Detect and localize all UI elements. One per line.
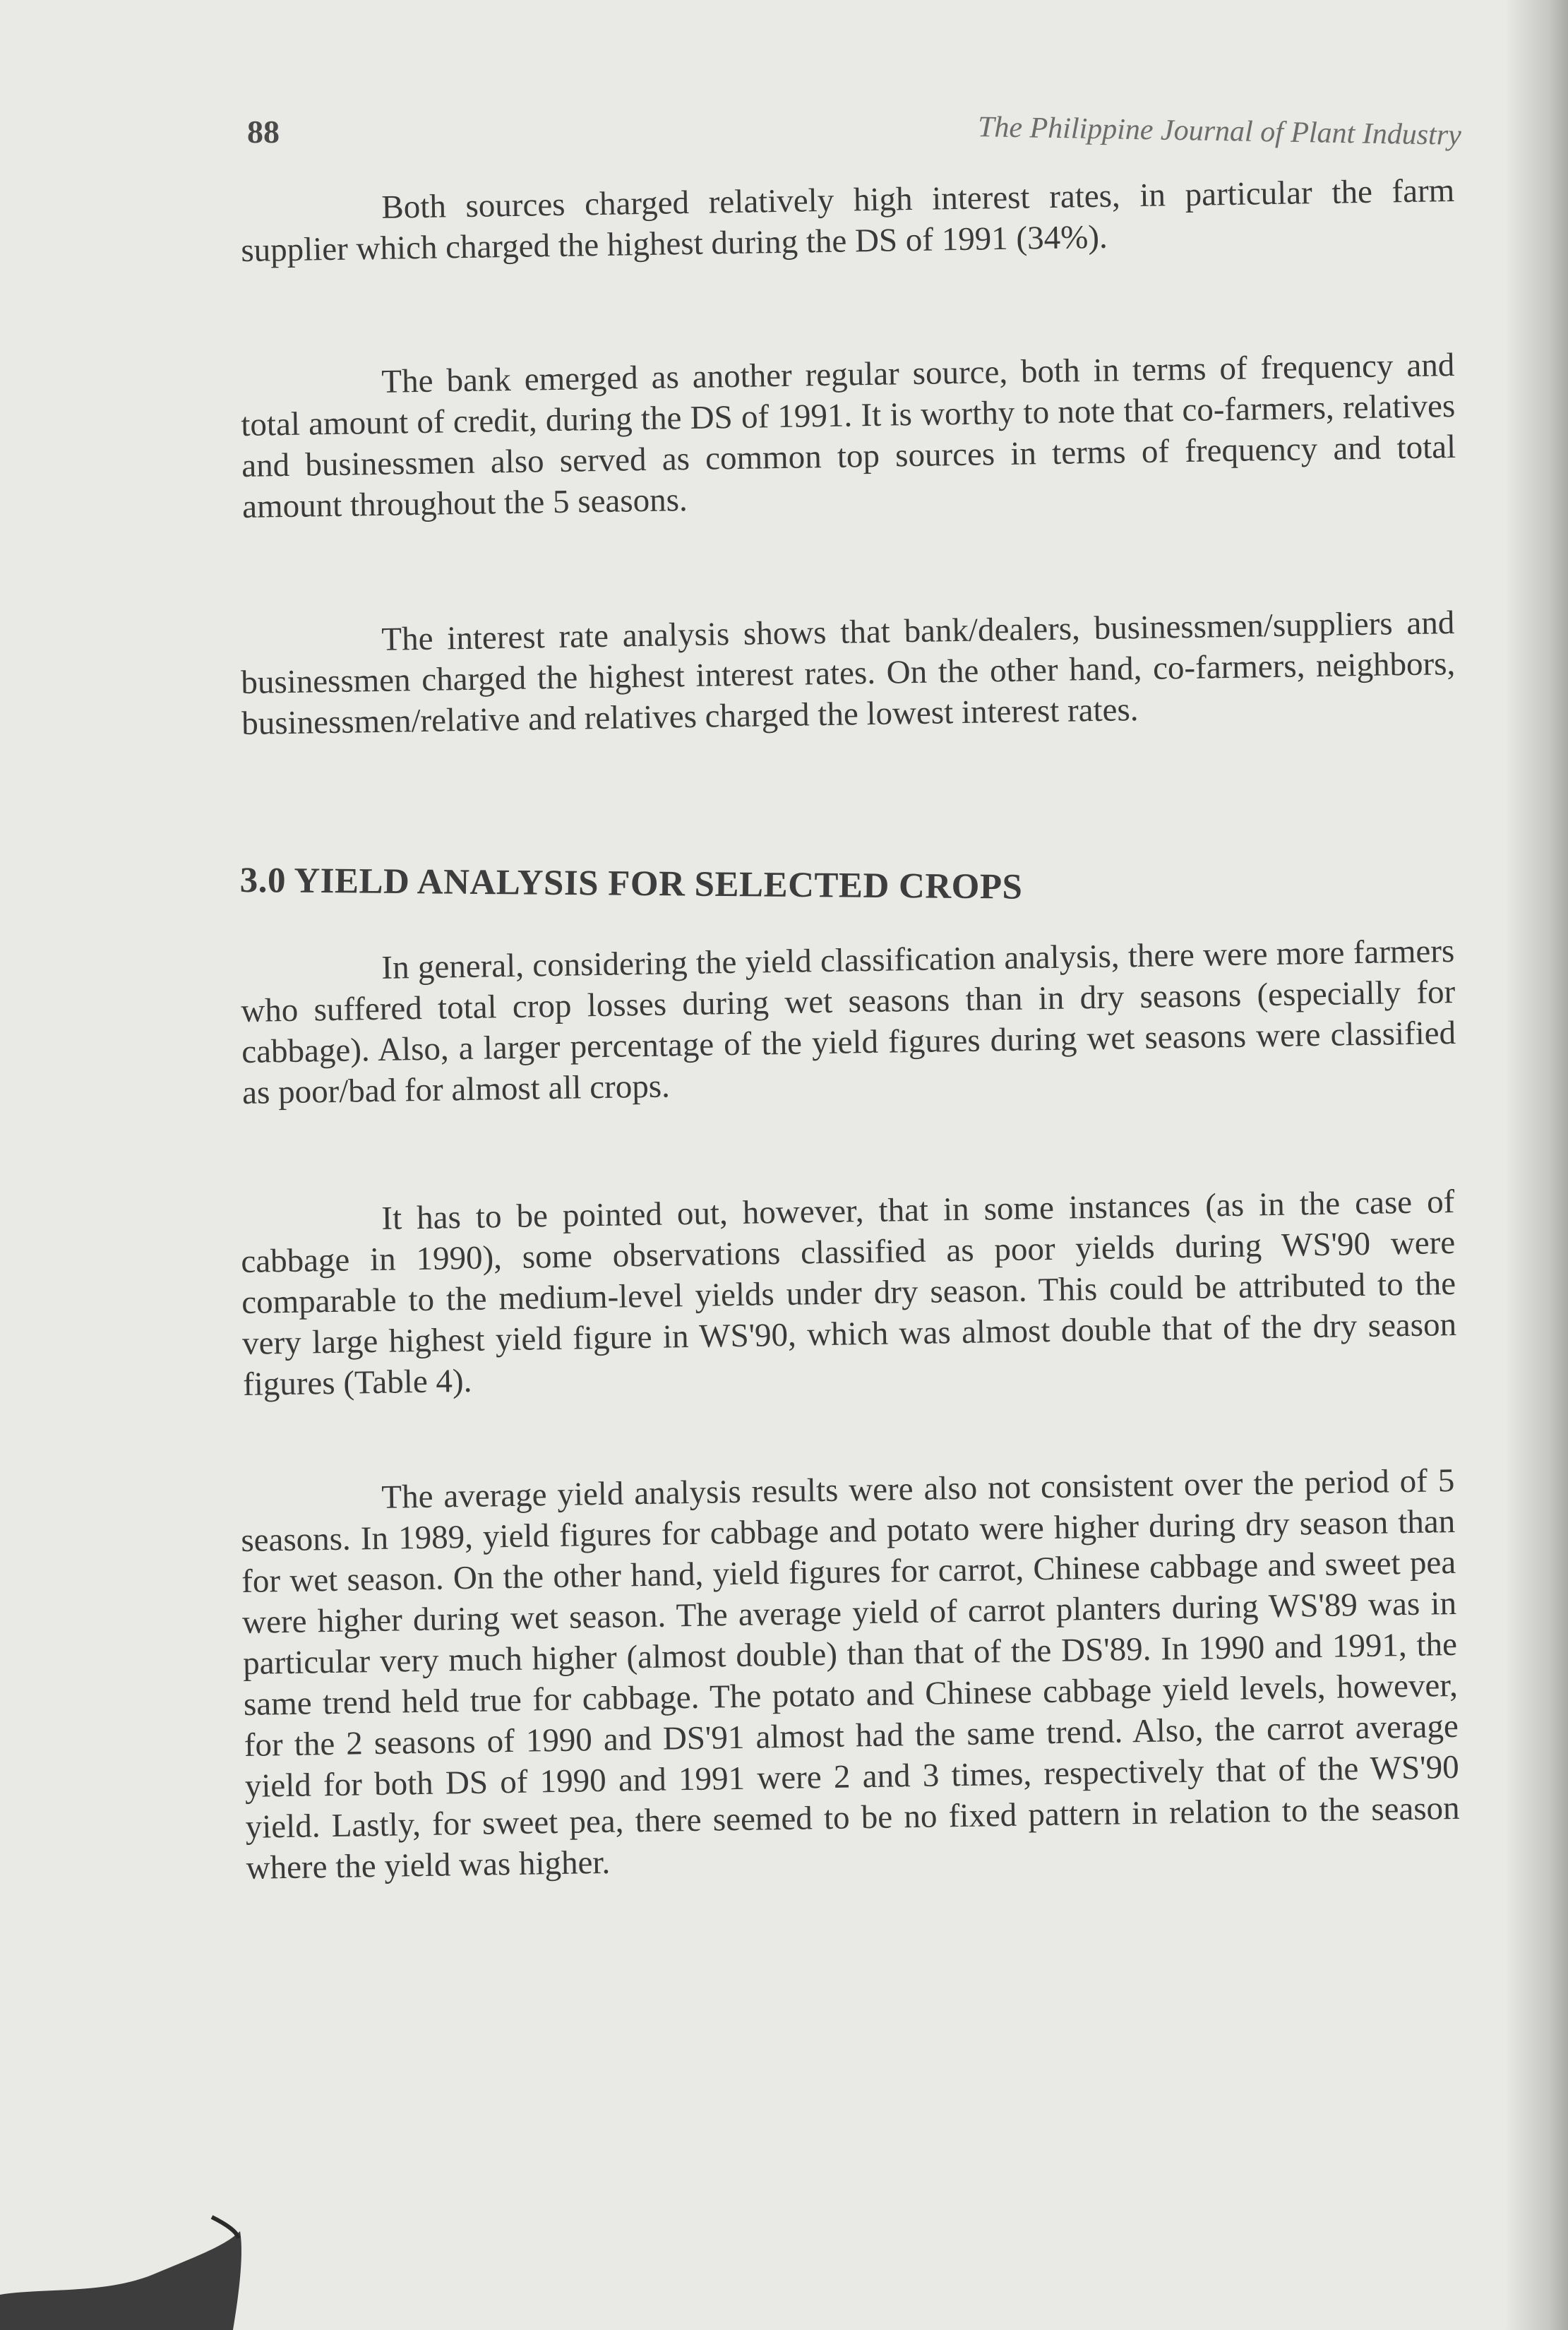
paragraph-interest-rates bbox=[240, 170, 1456, 271]
paragraph-interest-analysis bbox=[240, 602, 1456, 744]
paragraph-text: Both sources charged relatively high interest rates, in particular the farm supplier which charged the highest during the DS of 1991 (34%). bbox=[240, 172, 1455, 269]
paragraph-text: The average yield analysis results were also not consistent over the period of 5 seasons. In 1989, yield figures for cabbage and potato were higher during dry season than for wet season. On the other hand, yield figures for carrot, Chinese cabbage and sweet pea were higher during wet season. The average yield of carrot planters during WS'89 was in particular very much higher (almost double) than that of the DS'89. In 1990 and 1991, the same trend held true for cabbage. The potato and Chinese cabbage yield levels, however, for the 2 seasons of 1990 and DS'91 almost had the same trend. Also, the carrot average yield for both DS of 1990 and 1991 were 2 and 3 times, respectively that of the WS'90 yield. Lastly, for sweet pea, there seemed to be no fixed pattern in relation to the season where the yield was higher. bbox=[240, 1462, 1460, 1887]
paragraph-yield-classification bbox=[240, 931, 1456, 1113]
page-header bbox=[247, 113, 1461, 162]
paragraph-text: It has to be pointed out, however, that in some instances (as in the case of cabbage in 1990), some observations classified as poor yields during WS'90 were comparable to the medium-level yields under dry season. This could be attributed to the very large highest yield figure in WS'90, which was almost double that of the dry season figures (Table 4). bbox=[240, 1183, 1457, 1403]
section-heading: 3.0 YIELD ANALYSIS FOR SELECTED CROPS bbox=[239, 861, 1023, 907]
paragraph-text: The interest rate analysis shows that bank/dealers, businessmen/suppliers and businessmen charged the highest interest rates. On the other hand, co-farmers, neighbors, businessmen/relative and relatives charged the lowest interest rates. bbox=[240, 604, 1456, 742]
page-edge-shadow bbox=[1504, 0, 1568, 2330]
paragraph-text: The bank emerged as another regular source, both in terms of frequency and total amount of credit, during the DS of 1991. It is worthy to note that co-farmers, relatives and businessmen also served as common top sources in terms of frequency and total amount throughout the 5 seasons. bbox=[240, 346, 1456, 525]
paragraph-text: In general, considering the yield classification analysis, there were more farmers who suffered total crop losses during wet seasons than in dry seasons (especially for cabbage). Also, a larger percentage of the yield figures during wet seasons were classified as poor/bad for almost all crops. bbox=[240, 932, 1456, 1111]
scanner-thumb-shadow bbox=[0, 2189, 254, 2330]
page-number: 88 bbox=[247, 114, 280, 150]
journal-title: The Philippine Journal of Plant Industry bbox=[977, 111, 1462, 152]
paragraph-bank-source bbox=[240, 345, 1456, 527]
paragraph-average-yield bbox=[240, 1460, 1461, 1889]
paragraph-cabbage-instance bbox=[240, 1181, 1457, 1405]
